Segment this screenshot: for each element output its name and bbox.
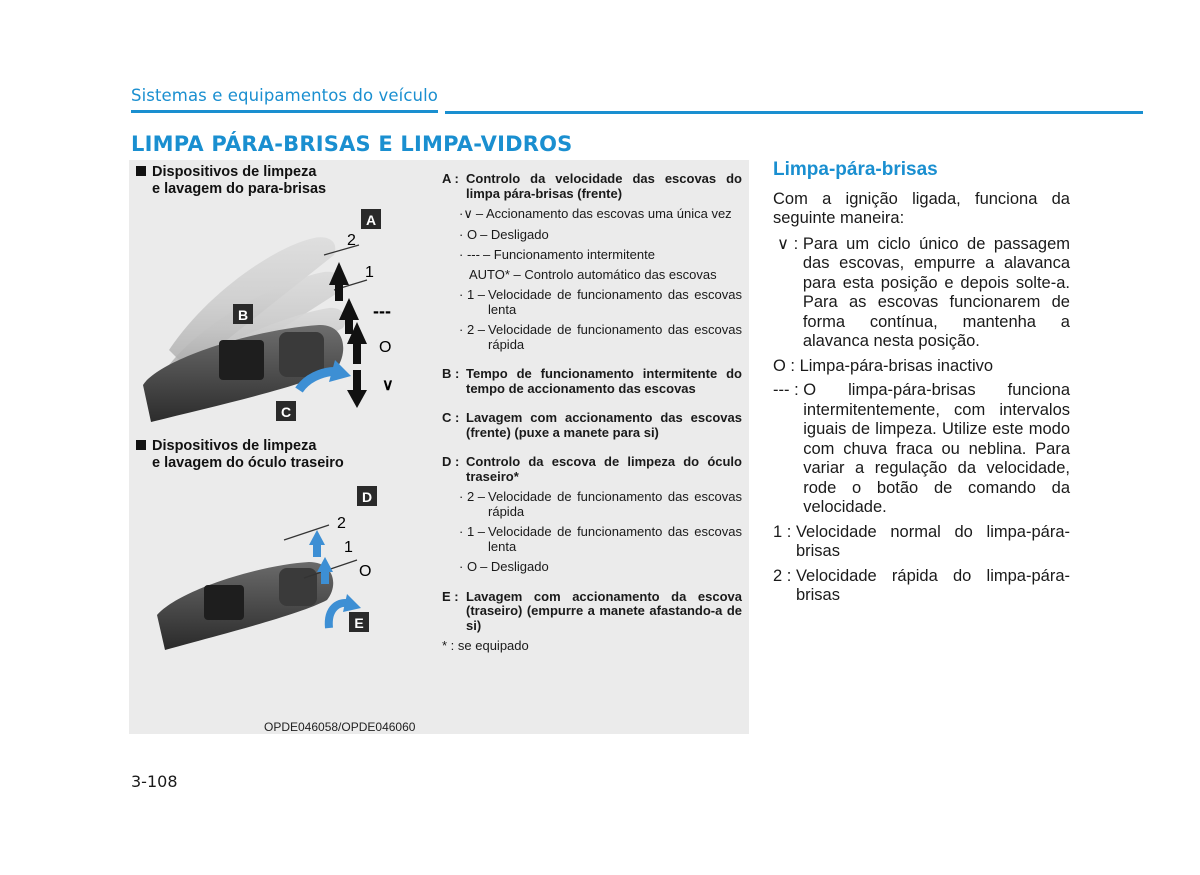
legend-a-item: · 2 – Velocidade de funcionamento das escovas rápida	[459, 322, 742, 352]
position-2: 2	[347, 232, 356, 249]
legend-d-item: · 2 – Velocidade de funcionamento das escovas rápida	[459, 489, 742, 519]
legend-a-auto: AUTO* – Controlo automático das escovas	[469, 266, 717, 282]
rear-position-off: O	[359, 563, 372, 580]
position-once: ∨	[382, 377, 394, 394]
label-b: B	[237, 307, 249, 323]
page-number: 3-108	[131, 772, 178, 791]
legend-b-heading: B : Tempo de funcionamento intermitente do tempo de accionamento das escovas	[442, 366, 742, 396]
square-bullet-icon	[136, 166, 146, 176]
label-c: C	[280, 404, 292, 420]
legend-d-heading: D : Controlo da escova de limpeza do óculo traseiro*	[442, 454, 742, 484]
position-intermittent: ---	[373, 301, 391, 321]
header-rule-long	[445, 111, 1143, 114]
mode-item: 2 : Velocidade rápida do limpa-pára-brisas	[773, 566, 1070, 604]
heading-line-2: e lavagem do óculo traseiro	[152, 455, 344, 471]
position-off: O	[379, 339, 392, 356]
figure-code: OPDE046058/OPDE046060	[264, 720, 416, 734]
page-title: LIMPA PÁRA-BRISAS E LIMPA-VIDROS	[131, 132, 573, 156]
rear-lever-knob	[279, 568, 317, 606]
legend-footnote: * : se equipado	[442, 638, 529, 653]
mode-item: O : Limpa-pára-brisas inactivo	[773, 356, 994, 375]
section-header: Sistemas e equipamentos do veículo	[131, 86, 438, 105]
legend-a-item: · O – Desligado	[459, 226, 549, 242]
heading-line-1: Dispositivos de limpeza	[152, 438, 317, 454]
lever-dial	[219, 340, 264, 380]
legend-a-item: · 1 – Velocidade de funcionamento das escovas lenta	[459, 287, 742, 317]
legend-a-item: ·∨ – Accionamento das escovas uma única vez	[459, 206, 732, 221]
section-heading: Limpa-pára-brisas	[773, 159, 938, 180]
figure-heading-front	[136, 164, 326, 198]
mode-item: ∨ : Para um ciclo único de passagem das escovas, empurre a alavanca para esta posição e depois solte-a. Para as escovas funcionarem de forma contínua, mantenha a alavanca nesta posição.	[777, 234, 1070, 350]
mode-item: --- : O limpa-pára-brisas funciona intermitentemente, com intervalos iguais de limpeza. Utilize este modo com chuva fraca ou neblina. Para variar a regulação da velocidade, rode o botão de comando da velocidade.	[773, 381, 1070, 516]
figure-heading-rear	[136, 438, 344, 472]
rear-lever-dial	[204, 585, 244, 620]
intro-paragraph: Com a ignição ligada, funciona da seguinte maneira:	[773, 189, 1070, 227]
right-column	[773, 160, 1070, 611]
legend-a-item: · --- – Funcionamento intermitente	[459, 247, 655, 262]
front-wiper-lever-illustration	[129, 200, 429, 430]
heading-line-2: e lavagem do para-brisas	[152, 181, 327, 197]
heading-line-1: Dispositivos de limpeza	[152, 164, 317, 180]
label-d: D	[361, 489, 373, 505]
push-arrowhead	[343, 594, 361, 612]
rear-position-2: 2	[337, 515, 346, 532]
label-e: E	[354, 615, 364, 631]
header-rule-short	[131, 110, 438, 113]
mode-item: 1 : Velocidade normal do limpa-pára-brisas	[773, 522, 1070, 560]
legend-a-heading: A : Controlo da velocidade das escovas do limpa pára-brisas (frente)	[442, 171, 742, 201]
rear-wiper-lever-illustration	[129, 480, 429, 660]
square-bullet-icon	[136, 440, 146, 450]
position-1: 1	[365, 264, 374, 281]
label-a: A	[365, 212, 377, 228]
rear-position-1: 1	[344, 539, 353, 556]
legend-d-item: · 1 – Velocidade de funcionamento das escovas lenta	[459, 524, 742, 554]
legend-e-heading: E : Lavagem com accionamento da escova (traseiro) (empurre a manete afastando-a de si)	[442, 588, 742, 633]
legend-d-item: · O – Desligado	[459, 559, 549, 574]
figure-legend	[442, 172, 742, 654]
legend-c-heading: C : Lavagem com accionamento das escovas (frente) (puxe a manete para si)	[442, 410, 742, 440]
lever-knob	[279, 332, 324, 377]
